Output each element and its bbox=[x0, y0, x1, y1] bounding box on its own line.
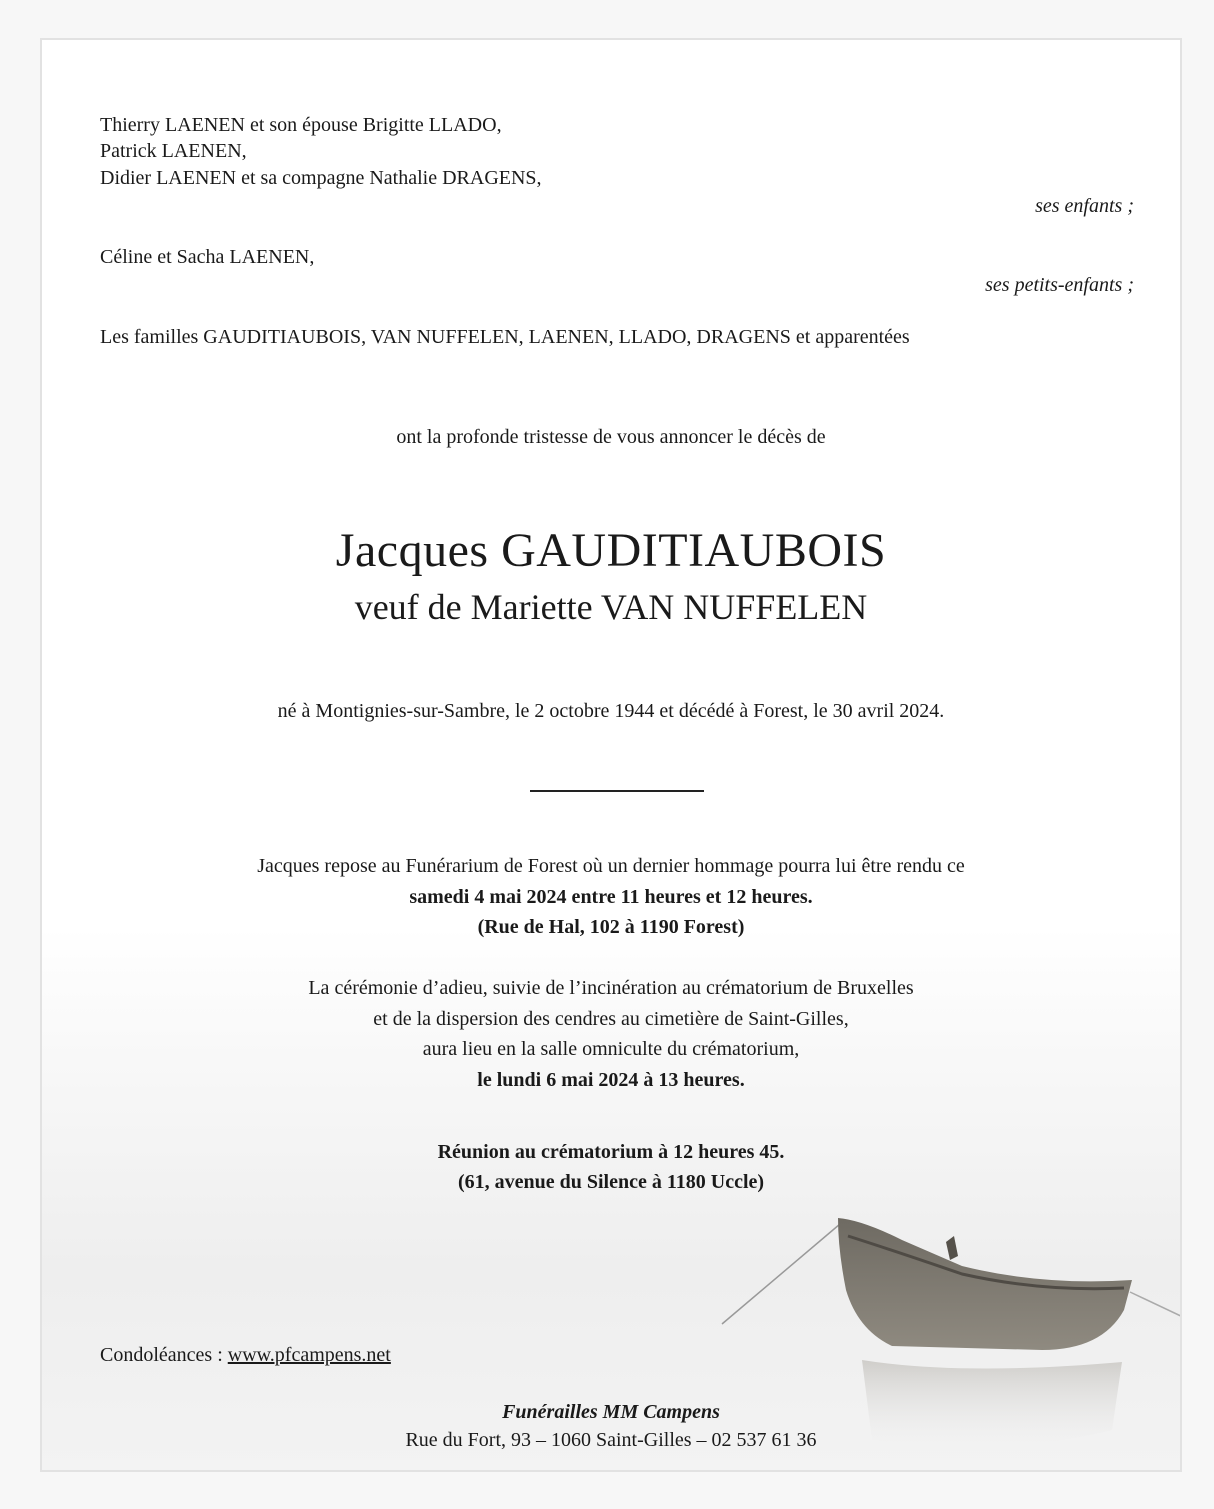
obituary-card bbox=[40, 38, 1182, 1472]
visitation-intro: Jacques repose au Funérarium de Forest où un dernier hommage pourra lui être rendu ce bbox=[257, 855, 965, 877]
child-line-3: Didier LAENEN et sa compagne Nathalie DRAGENS, bbox=[100, 167, 542, 189]
child-line-2: Patrick LAENEN, bbox=[100, 140, 247, 162]
oarlock-icon bbox=[946, 1236, 958, 1260]
widower-line: veuf de Mariette VAN NUFFELEN bbox=[354, 587, 868, 627]
ceremony-line-1: La cérémonie d’adieu, suivie de l’incinération au crématorium de Bruxelles bbox=[308, 977, 914, 999]
ceremony-line-2: et de la dispersion des cendres au cimetière de Saint-Gilles, bbox=[373, 1008, 849, 1030]
condolences-link[interactable]: www.pfcampens.net bbox=[227, 1344, 391, 1366]
funeral-home-address: Rue du Fort, 93 – 1060 Saint-Gilles – 02 537 61 36 bbox=[405, 1429, 817, 1451]
mooring-rope-right bbox=[1130, 1292, 1182, 1326]
ceremony-when: le lundi 6 mai 2024 à 13 heures. bbox=[477, 1069, 745, 1091]
boat-hull bbox=[838, 1218, 1132, 1350]
meeting-when: Réunion au crématorium à 12 heures 45. bbox=[437, 1141, 785, 1163]
child-line-1: Thierry LAENEN et son épouse Brigitte LLADO, bbox=[100, 114, 502, 136]
deceased-name: Jacques GAUDITIAUBOIS bbox=[335, 524, 887, 577]
condolences-label: Condoléances : bbox=[100, 1344, 228, 1366]
announce-line: ont la profonde tristesse de vous annoncer le décès de bbox=[396, 426, 826, 448]
families-line: Les familles GAUDITIAUBOIS, VAN NUFFELEN, LAENEN, LLADO, DRAGENS et apparentées bbox=[100, 326, 910, 348]
children-label: ses enfants ; bbox=[1035, 195, 1134, 217]
visitation-address: (Rue de Hal, 102 à 1190 Forest) bbox=[477, 916, 745, 938]
visitation-when: samedi 4 mai 2024 entre 11 heures et 12 heures. bbox=[409, 886, 813, 908]
meeting-address: (61, avenue du Silence à 1180 Uccle) bbox=[457, 1171, 765, 1193]
funeral-home-name: Funérailles MM Campens bbox=[502, 1401, 720, 1423]
grandchildren-label: ses petits-enfants ; bbox=[985, 274, 1134, 296]
birth-death-dates: né à Montignies-sur-Sambre, le 2 octobre 1944 et décédé à Forest, le 30 avril 2024. bbox=[277, 700, 945, 722]
mooring-rope-left bbox=[722, 1224, 840, 1324]
grandchildren-line: Céline et Sacha LAENEN, bbox=[100, 246, 315, 268]
condolences-line bbox=[100, 1342, 391, 1368]
divider-line bbox=[530, 790, 704, 792]
ceremony-line-3: aura lieu en la salle omniculte du crématorium, bbox=[422, 1038, 800, 1060]
